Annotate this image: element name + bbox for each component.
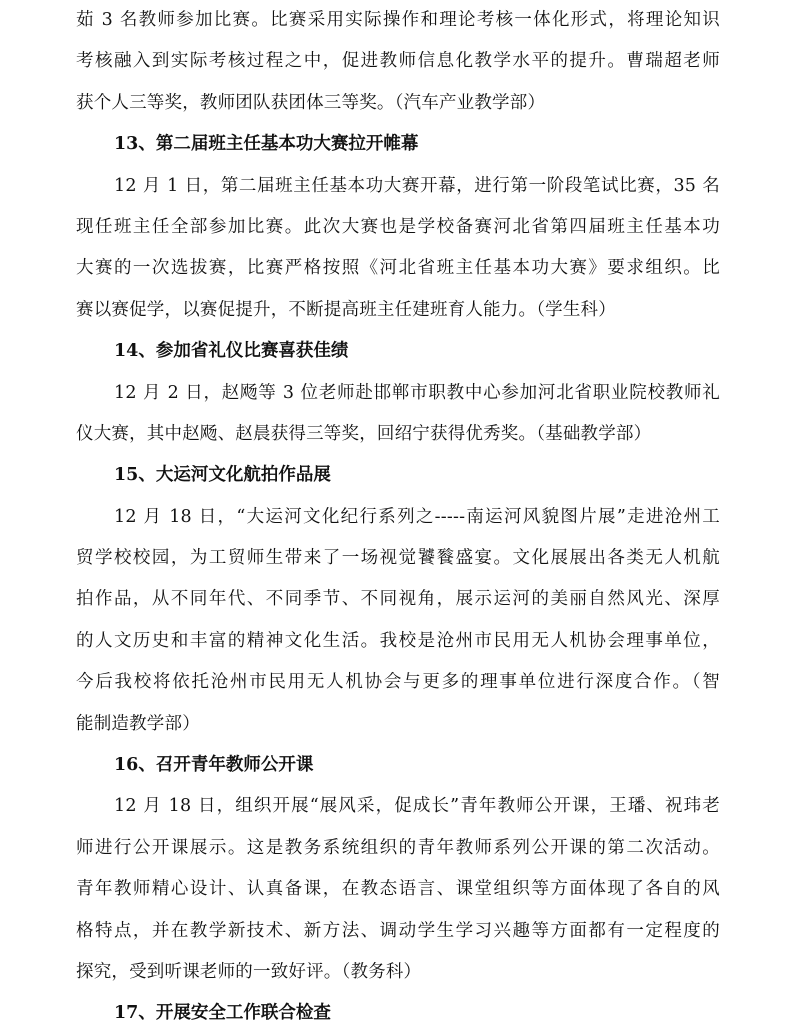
paragraph-line: 茹 3 名教师参加比赛。比赛采用实际操作和理论考核一体化形式，将理论知识 — [76, 10, 720, 30]
section-heading-17: 17、开展安全工作联合检查 — [114, 1003, 331, 1024]
paragraph-line: 青年教师精心设计、认真备课，在教态语言、课堂组织等方面体现了各自的风 — [76, 879, 720, 900]
paragraph-16 — [76, 786, 720, 993]
paragraph-line: 拍作品，从不同年代、不同季节、不同视角，展示运河的美丽自然风光、深厚 — [76, 589, 720, 610]
section-heading-16: 16、召开青年教师公开课 — [114, 755, 314, 776]
paragraph-line: 今后我校将依托沧州市民用无人机协会与更多的理事单位进行深度合作。（智 — [76, 672, 720, 693]
paragraph-14 — [76, 373, 720, 456]
paragraph-line: 赛以赛促学，以赛促提升，不断提高班主任建班育人能力。（学生科） — [76, 299, 616, 320]
paragraph-line: 能制造教学部） — [76, 713, 200, 734]
paragraph-line: 12 月 18 日，“大运河文化纪行系列之-----南运河风貌图片展”走进沧州工 — [114, 506, 720, 527]
paragraph-line: 12 月 1 日，第二届班主任基本功大赛开幕，进行第一阶段笔试比赛，35 名 — [114, 175, 720, 196]
paragraph-line: 考核融入到实际考核过程之中，促进教师信息化教学水平的提升。曹瑞超老师 — [76, 51, 720, 72]
paragraph-15 — [76, 497, 720, 745]
section-heading-15: 15、大运河文化航拍作品展 — [114, 465, 331, 486]
section-heading-14: 14、参加省礼仪比赛喜获佳绩 — [114, 341, 349, 362]
paragraph-line: 获个人三等奖，教师团队获团体三等奖。（汽车产业教学部） — [76, 92, 546, 113]
section-heading-13: 13、第二届班主任基本功大赛拉开帷幕 — [114, 134, 419, 155]
paragraph-line: 的人文历史和丰富的精神文化生活。我校是沧州市民用无人机协会理事单位， — [76, 630, 720, 651]
paragraph-continuation — [76, 0, 720, 124]
paragraph-line: 大赛的一次选拔赛，比赛严格按照《河北省班主任基本功大赛》要求组织。比 — [76, 258, 720, 279]
paragraph-13 — [76, 166, 720, 332]
paragraph-line: 贸学校校园，为工贸师生带来了一场视觉饕餮盛宴。文化展展出各类无人机航 — [76, 548, 720, 569]
paragraph-line: 现任班主任全部参加比赛。此次大赛也是学校备赛河北省第四届班主任基本功 — [76, 216, 720, 237]
paragraph-line: 12 月 2 日，赵飏等 3 位老师赴邯郸市职教中心参加河北省职业院校教师礼 — [114, 382, 720, 403]
paragraph-line: 仪大赛，其中赵飏、赵晨获得三等奖，回绍宁获得优秀奖。（基础教学部） — [76, 423, 652, 444]
paragraph-line: 格特点，并在教学新技术、新方法、调动学生学习兴趣等方面都有一定程度的 — [76, 920, 720, 941]
document-page — [76, 0, 720, 1035]
paragraph-line: 探究，受到听课老师的一致好评。（教务科） — [76, 961, 422, 982]
paragraph-line: 12 月 18 日，组织开展“展风采，促成长”青年教师公开课，王璠、祝玮老 — [114, 796, 720, 817]
paragraph-line: 师进行公开课展示。这是教务系统组织的青年教师系列公开课的第二次活动。 — [76, 837, 720, 858]
